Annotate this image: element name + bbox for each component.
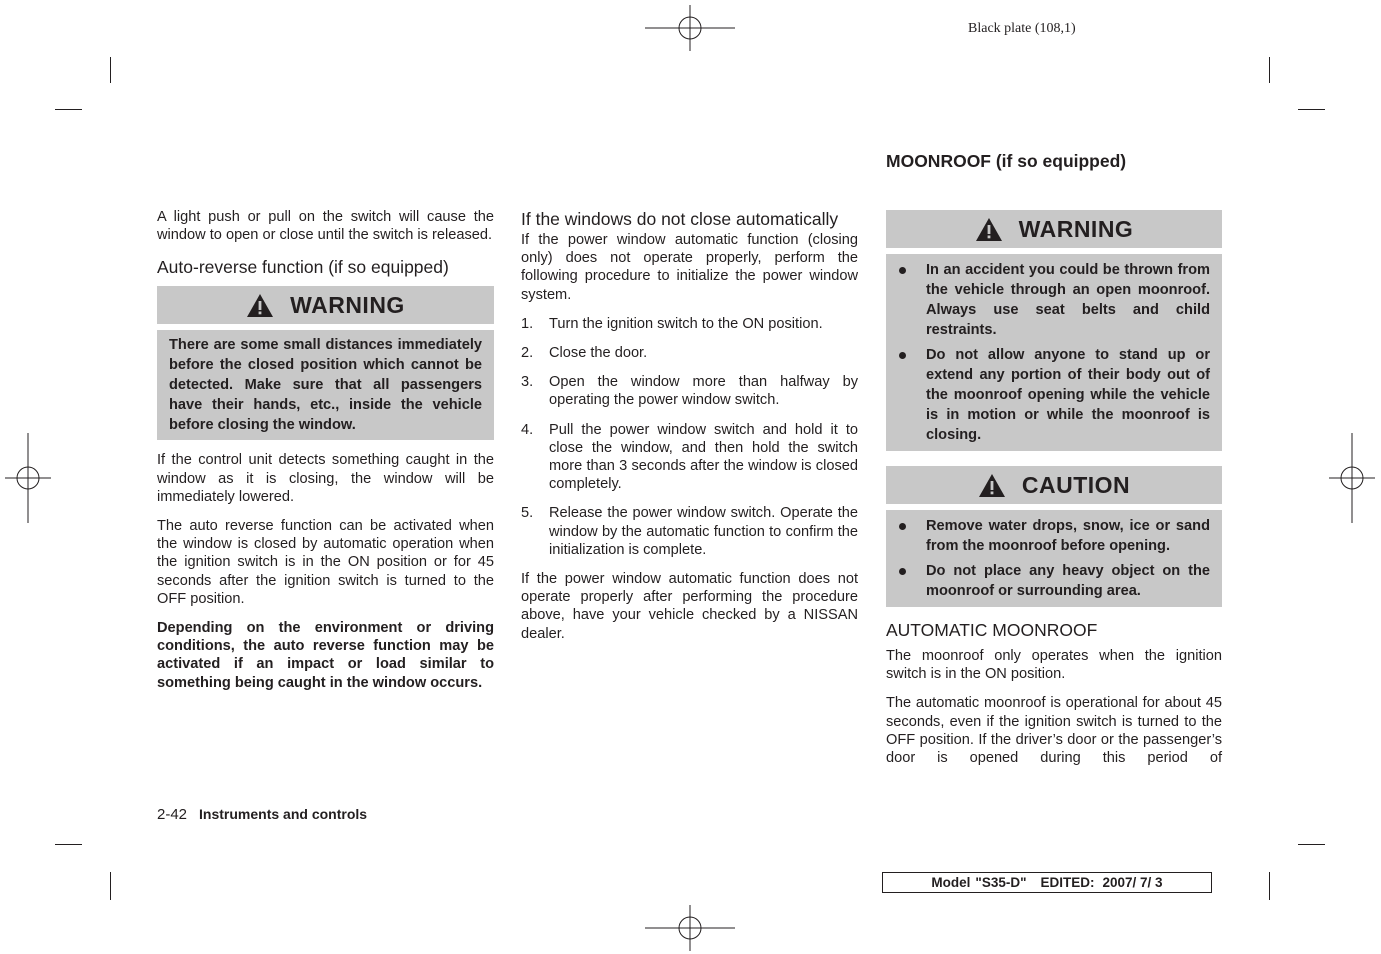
paragraph-moonroof-ignition: The moonroof only operates when the ignition switch is in the ON position.	[886, 648, 1222, 683]
page-footer	[157, 806, 367, 823]
warning-text: There are some small distances immediately before the closed position which cannot be detected. Make sure that all passengers have their hands, etc., inside the vehicle before closing the window.	[169, 337, 482, 433]
column-2	[521, 208, 858, 643]
warning-item: Do not allow anyone to stand up or extend any portion of their body out of the moonroof opening while the vehicle is in motion or while the moonroof is closing.	[886, 345, 1222, 445]
step-2: 2. Close the door.	[521, 345, 648, 362]
step-4: 4. Pull the power window switch and hold it to close the window, and then hold the switch more than 3 seconds after the window is closed completely.	[521, 421, 858, 493]
warning-title: WARNING	[290, 291, 405, 318]
page-number: 2-42	[157, 806, 188, 823]
edited-label: EDITED:	[1040, 875, 1095, 890]
section-title-moonroof: MOONROOF (if so equipped)	[886, 151, 1127, 171]
subheading-windows: If the windows do not close automatically	[521, 209, 839, 229]
paragraph-moonroof-operational: The automatic moonroof is operational for about 45 seconds, even if the ignition switch is turned to the OFF position. If the driver’s door or the passenger’s door is opened during this period of	[886, 695, 1222, 767]
model-value: "S35-D"	[975, 875, 1027, 890]
footer-section: Instruments and controls	[199, 806, 368, 822]
step-1: 1. Turn the ignition switch to the ON position.	[521, 315, 823, 332]
registration-mark-bottom	[645, 905, 735, 951]
warning-box	[157, 286, 494, 440]
intro-procedure: If the power window automatic function (closing only) does not operate properly, perform the following procedure to initialize the power window system.	[521, 232, 858, 303]
registration-mark-top	[645, 5, 735, 51]
paragraph-bold-note: Depending on the environment or driving conditions, the auto reverse function may be activated if an impact or load similar to something being caught in the window occurs.	[157, 620, 494, 691]
plate-label: Black plate (108,1)	[968, 21, 1076, 36]
caution-item: Remove water drops, snow, ice or sand from the moonroof before opening.	[886, 516, 1222, 556]
model-label: Model	[931, 875, 971, 890]
edited-value: 2007/ 7/ 3	[1102, 875, 1163, 890]
moonroof-warning-body	[886, 254, 1222, 451]
caution-title: CAUTION	[1021, 471, 1131, 498]
moonroof-caution-box	[886, 466, 1222, 607]
paragraph-dealer: If the power window automatic function does not operate properly after performing the procedure above, have your vehicle checked by a NISSAN dealer.	[521, 571, 858, 642]
caution-item: Do not place any heavy object on the moonroof or surrounding area.	[886, 561, 1222, 601]
subheading-automatic-moonroof: AUTOMATIC MOONROOF	[886, 620, 1098, 640]
column-1	[157, 208, 494, 692]
model-edited-box	[882, 872, 1212, 893]
step-5: 5. Release the power window switch. Operate the window by the automatic function to confirm the initialization is complete.	[521, 505, 858, 558]
subheading-auto-reverse: Auto-reverse function (if so equipped)	[157, 257, 449, 278]
paragraph-auto-reverse: The auto reverse function can be activated when the window is closed by automatic operation when the ignition switch is in the ON position or for 45 seconds after the ignition switch is turned to the OFF position.	[157, 518, 494, 607]
moonroof-warning-box	[886, 210, 1222, 451]
registration-mark-right	[1329, 433, 1375, 523]
caution-triangle-icon	[978, 473, 1006, 498]
warning-triangle-icon	[246, 293, 274, 318]
column-3	[886, 210, 1222, 767]
step-3: 3. Open the window more than halfway by operating the power window switch.	[521, 374, 858, 409]
warning-item: In an accident you could be thrown from the vehicle through an open moonroof. Always use seat belts and child restraints.	[886, 260, 1222, 340]
caution-header	[886, 466, 1222, 504]
warning-triangle-icon	[975, 217, 1003, 242]
registration-mark-left	[5, 433, 51, 523]
warning-body	[157, 330, 494, 440]
paragraph-control-unit: If the control unit detects something caught in the window as it is closing, the window will be immediately lowered.	[157, 452, 494, 505]
procedure-steps	[521, 315, 858, 559]
caution-body	[886, 510, 1222, 607]
moonroof-warning-title: WARNING	[1018, 215, 1134, 242]
moonroof-warning-header	[886, 210, 1222, 248]
warning-header	[157, 286, 494, 324]
intro-paragraph: A light push or pull on the switch will cause the window to open or close until the switch is released.	[157, 209, 494, 244]
